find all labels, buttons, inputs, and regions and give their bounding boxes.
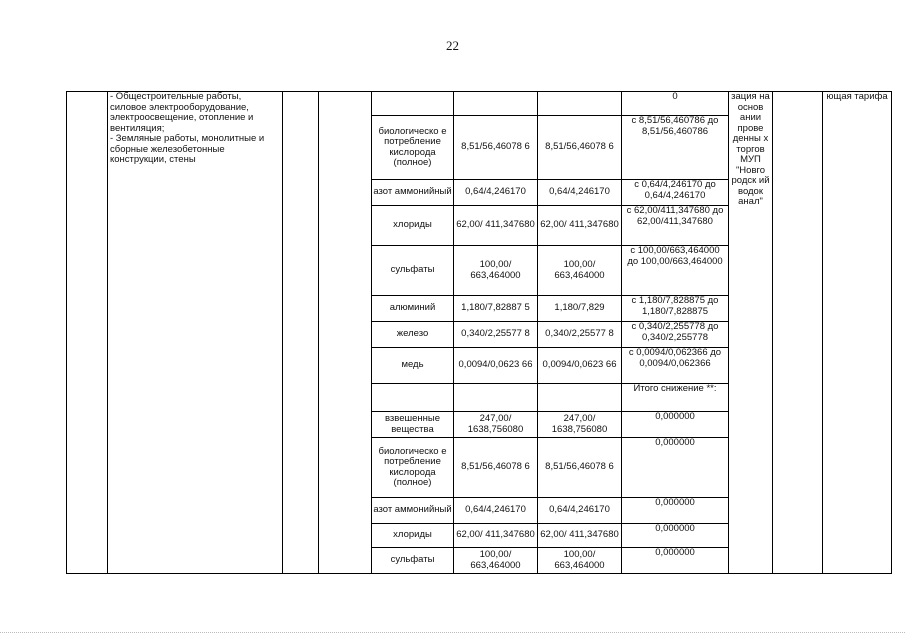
pollutant-name: железо <box>372 322 454 348</box>
document-table <box>66 91 892 574</box>
value-after: 0,340/2,25577 8 <box>538 322 622 348</box>
empty-cell <box>283 92 319 574</box>
pollutant-name: алюминий <box>372 296 454 322</box>
empty-cell <box>773 92 823 574</box>
pollutant-name: медь <box>372 348 454 384</box>
value-before: 8,51/56,46078 6 <box>454 116 538 180</box>
pollutant-name <box>372 92 454 116</box>
pollutant-name <box>372 384 454 412</box>
change-value: с 0,64/4,246170 до 0,64/4,246170 <box>622 180 729 206</box>
change-value: с 0,0094/0,062366 до 0,0094/0,062366 <box>622 348 729 384</box>
scan-artifact-line <box>0 632 905 636</box>
value-after: 1,180/7,829 <box>538 296 622 322</box>
change-value: Итого снижение **: <box>622 384 729 412</box>
value-after: 100,00/ 663,464000 <box>538 548 622 574</box>
value-after: 247,00/ 1638,756080 <box>538 412 622 438</box>
pollutant-name: азот аммонийный <box>372 180 454 206</box>
page-number: 22 <box>446 38 459 53</box>
table-body <box>67 92 892 574</box>
value-before: 0,340/2,25577 8 <box>454 322 538 348</box>
value-before: 100,00/ 663,464000 <box>454 246 538 296</box>
value-before: 8,51/56,46078 6 <box>454 438 538 498</box>
value-before: 62,00/ 411,347680 <box>454 206 538 246</box>
value-after <box>538 384 622 412</box>
value-before: 247,00/ 1638,756080 <box>454 412 538 438</box>
change-value: 0,000000 <box>622 498 729 524</box>
value-before: 62,00/ 411,347680 <box>454 524 538 548</box>
value-before: 0,64/4,246170 <box>454 498 538 524</box>
value-before: 0,0094/0,0623 66 <box>454 348 538 384</box>
value-after: 0,64/4,246170 <box>538 180 622 206</box>
value-before: 0,64/4,246170 <box>454 180 538 206</box>
pollutant-name: сульфаты <box>372 246 454 296</box>
change-value: 0,000000 <box>622 438 729 498</box>
table-row <box>67 92 892 116</box>
work-types-text: - Общестроительные работы, силовое электрооборудование, электроосвещение, отопление и вентиляция; - Земляные работы, монолитные и сборные железобетонные конструкции, стены <box>110 91 265 165</box>
change-value: с 1,180/7,828875 до 1,180/7,828875 <box>622 296 729 322</box>
pollutant-name: азот аммонийный <box>372 498 454 524</box>
value-before <box>454 92 538 116</box>
tariff-cell: ющая тарифа <box>823 92 892 574</box>
value-after: 0,64/4,246170 <box>538 498 622 524</box>
value-after: 62,00/ 411,347680 <box>538 206 622 246</box>
basis-cell: зация на основ ании прове денны х торгов МУП "Новго родск ий водок анал" <box>729 92 773 574</box>
pollutant-name: биологическо е потребление кислорода (полное) <box>372 438 454 498</box>
change-value: с 62,00/411,347680 до 62,00/411,347680 <box>622 206 729 246</box>
pollutant-name: сульфаты <box>372 548 454 574</box>
work-types-cell <box>108 92 283 574</box>
empty-cell <box>319 92 372 574</box>
change-value: с 100,00/663,464000 до 100,00/663,464000 <box>622 246 729 296</box>
change-value: с 0,340/2,255778 до 0,340/2,255778 <box>622 322 729 348</box>
change-value: 0,000000 <box>622 524 729 548</box>
pollutant-name: биологическо е потребление кислорода (полное) <box>372 116 454 180</box>
value-after: 62,00/ 411,347680 <box>538 524 622 548</box>
empty-cell <box>67 92 108 574</box>
value-after: 100,00/ 663,464000 <box>538 246 622 296</box>
value-before: 100,00/ 663,464000 <box>454 548 538 574</box>
value-after: 8,51/56,46078 6 <box>538 116 622 180</box>
value-after <box>538 92 622 116</box>
change-value: 0,000000 <box>622 412 729 438</box>
value-after: 0,0094/0,0623 66 <box>538 348 622 384</box>
change-value: 0 <box>622 92 729 116</box>
value-before <box>454 384 538 412</box>
pollutant-name: взвешенные вещества <box>372 412 454 438</box>
change-value: с 8,51/56,460786 до 8,51/56,460786 <box>622 116 729 180</box>
change-value: 0,000000 <box>622 548 729 574</box>
pollutant-name: хлориды <box>372 206 454 246</box>
value-before: 1,180/7,82887 5 <box>454 296 538 322</box>
pollutant-name: хлориды <box>372 524 454 548</box>
value-after: 8,51/56,46078 6 <box>538 438 622 498</box>
